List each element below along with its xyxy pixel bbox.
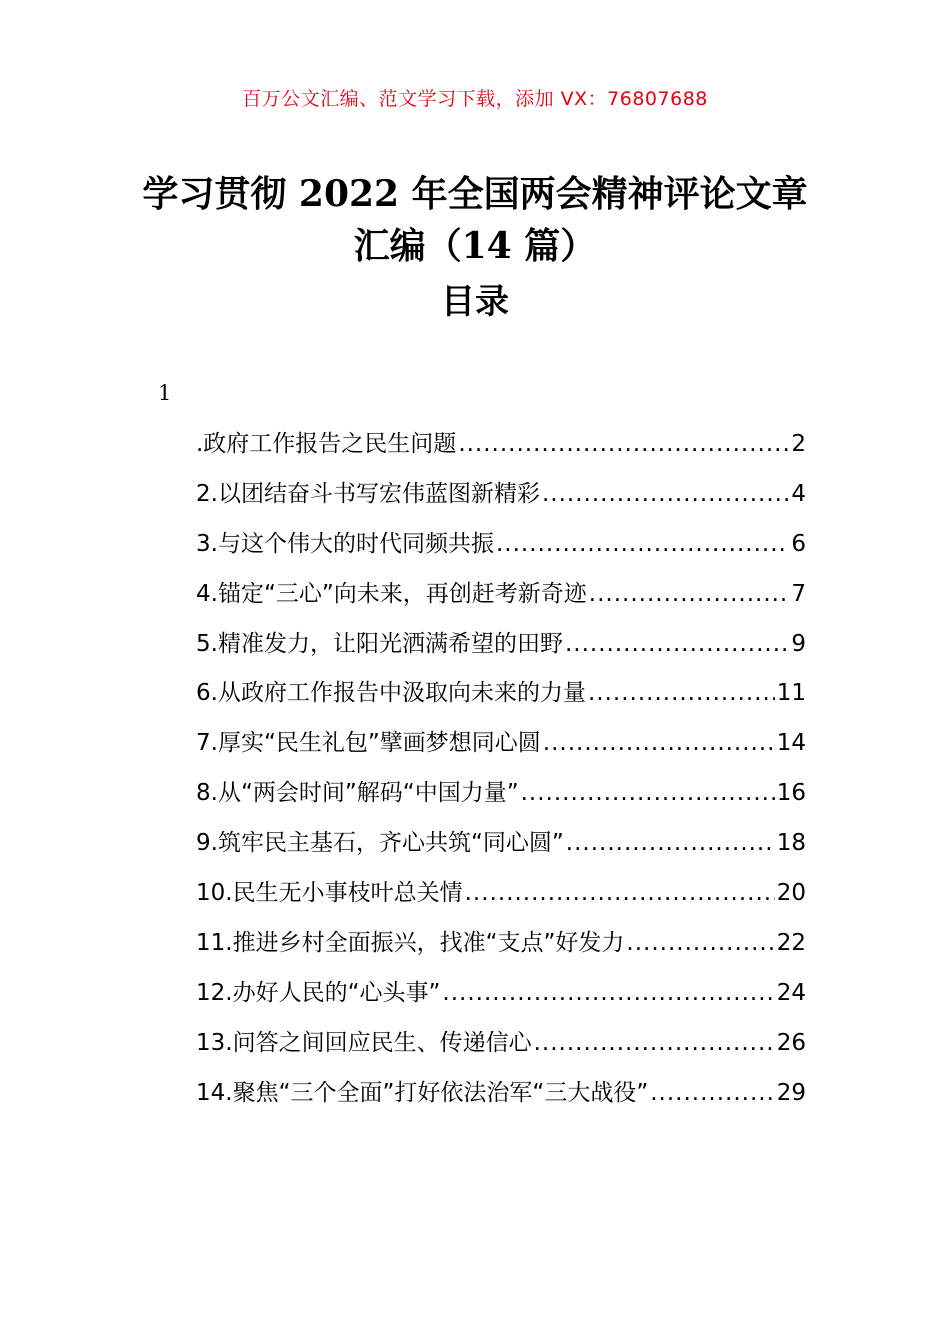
toc-entry[interactable] <box>196 719 806 769</box>
toc-entry-title: 11.推进乡村全面振兴，找准“支点”好发力 <box>196 929 625 956</box>
toc-entry-title: 3.与这个伟大的时代同频共振 <box>196 530 494 557</box>
toc-entry-title: .政府工作报告之民生问题 <box>196 431 457 457</box>
toc-leader-dots <box>542 470 789 520</box>
document-title: 学习贯彻 2022 年全国两会精神评论文章汇编（14 篇） <box>142 173 808 267</box>
toc-entry-page: 29 <box>776 1079 806 1106</box>
toc-entry-title: 9.筑牢民主基石，齐心共筑“同心圆” <box>196 830 564 857</box>
toc-leader-dots <box>458 420 789 470</box>
toc-leader-dots <box>543 719 775 769</box>
toc-entry-title: 10.民生无小事枝叶总关情 <box>196 880 463 907</box>
toc-entry-title: 8.从“两会时间”解码“中国力量” <box>196 780 519 807</box>
toc-entry-title: 14.聚焦“三个全面”打好依法治军“三大战役” <box>196 1079 649 1106</box>
toc-entry-title: 7.厚实“民生礼包”擘画梦想同心圆 <box>196 730 541 757</box>
toc-entry[interactable] <box>196 819 806 869</box>
toc-entry-title: 4.锚定“三心”向未来，再创赶考新奇迹 <box>196 580 587 607</box>
toc-leader-dots <box>589 570 790 620</box>
toc-leader-dots <box>588 669 775 719</box>
toc-entry-title: 13.问答之间回应民生、传递信心 <box>196 1029 532 1056</box>
toc-leader-dots <box>442 969 774 1019</box>
toc-entry[interactable] <box>196 570 806 620</box>
toc-leader-dots <box>465 869 775 919</box>
toc-list <box>196 420 806 1118</box>
toc-marker: 1 <box>158 381 172 405</box>
toc-entry-page: 14 <box>776 730 806 757</box>
toc-entry-page: 6 <box>791 530 806 557</box>
toc-entry[interactable] <box>196 470 806 520</box>
toc-entry[interactable] <box>196 669 806 719</box>
toc-entry[interactable] <box>196 969 806 1019</box>
toc-entry-title: 6.从政府工作报告中汲取向未来的力量 <box>196 680 586 707</box>
toc-entry-page: 9 <box>791 630 806 657</box>
toc-heading: 目录 <box>441 282 509 322</box>
toc-entry[interactable] <box>196 1069 806 1119</box>
toc-entry[interactable] <box>196 769 806 819</box>
toc-entry[interactable] <box>196 520 806 570</box>
toc-entry[interactable] <box>196 420 806 470</box>
toc-leader-dots <box>626 919 774 969</box>
toc-entry-page: 11 <box>776 680 806 707</box>
toc-entry-title: 5.精准发力，让阳光洒满希望的田野 <box>196 630 563 657</box>
toc-entry-page: 16 <box>776 780 806 807</box>
toc-entry-page: 22 <box>776 929 806 956</box>
toc-leader-dots <box>565 620 789 670</box>
toc-leader-dots <box>650 1069 774 1119</box>
toc-leader-dots <box>534 1019 775 1069</box>
toc-entry[interactable] <box>196 919 806 969</box>
toc-entry-page: 20 <box>776 880 806 907</box>
toc-entry[interactable] <box>196 1019 806 1069</box>
toc-entry-title: 12.办好人民的“心头事” <box>196 979 441 1006</box>
toc-leader-dots <box>566 819 775 869</box>
toc-leader-dots <box>496 520 789 570</box>
toc-entry-page: 7 <box>791 580 806 607</box>
toc-entry-title: 2.以团结奋斗书写宏伟蓝图新精彩 <box>196 480 540 507</box>
toc-entry[interactable] <box>196 620 806 670</box>
toc-entry-page: 18 <box>776 830 806 857</box>
header-watermark-note: 百万公文汇编、范文学习下载，添加 VX：76807688 <box>242 88 708 110</box>
toc-entry-page: 4 <box>791 480 806 507</box>
toc-entry-page: 2 <box>791 431 806 457</box>
toc-entry-page: 26 <box>776 1029 806 1056</box>
toc-entry-page: 24 <box>776 979 806 1006</box>
toc-leader-dots <box>521 769 775 819</box>
toc-entry[interactable] <box>196 869 806 919</box>
